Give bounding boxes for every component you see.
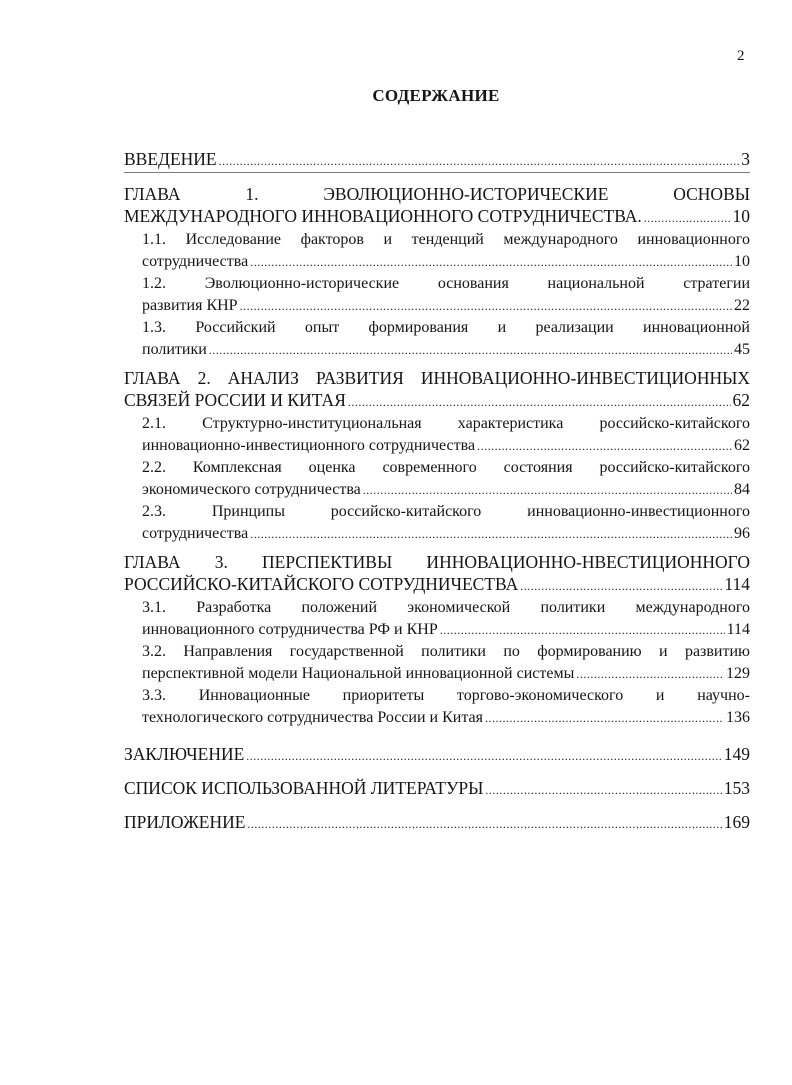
toc-page-number: 169 — [723, 812, 750, 832]
leader-dots — [348, 391, 731, 413]
toc-entry-intro[interactable] — [124, 148, 750, 173]
toc-page-number: 114 — [724, 574, 750, 594]
toc-page-number: 149 — [723, 744, 750, 764]
leader-dots — [363, 479, 732, 501]
toc-entry-section-3-1[interactable] — [142, 597, 750, 641]
toc-entry-label-cont: экономического сотрудничества — [142, 481, 361, 498]
page-number: 2 — [737, 48, 745, 64]
toc-entry-label: 3.1. Разработка положений экономической политики международного — [142, 599, 750, 616]
toc-entry-chapter-1[interactable] — [124, 183, 750, 229]
toc-entry-appendix[interactable] — [124, 811, 750, 835]
toc-entry-label: СПИСОК ИСПОЛЬЗОВАННОЙ ЛИТЕРАТУРЫ — [124, 778, 484, 798]
toc-entry-label: 2.1. Структурно-институциональная характеристика российско-китайского — [142, 415, 750, 432]
toc-entry-section-1-1[interactable] — [142, 229, 750, 273]
toc-page-number: 129 — [726, 665, 750, 682]
toc-entry-label-cont: политики — [142, 341, 207, 358]
toc-entry-label: ПРИЛОЖЕНИЕ — [124, 812, 246, 832]
toc-entry-label: 2.2. Комплексная оценка современного состояния российско-китайского — [142, 459, 750, 476]
toc-entry-label-cont: СВЯЗЕЙ РОССИИ И КИТАЯ — [124, 390, 346, 410]
toc-page-number: 114 — [726, 621, 750, 638]
leader-dots — [477, 435, 732, 457]
toc-entry-label: 3.2. Направления государственной политики по формированию и развитию — [142, 643, 750, 660]
toc-entry-section-2-2[interactable] — [142, 457, 750, 501]
toc-entry-section-1-2[interactable] — [142, 273, 750, 317]
toc-entry-label-cont: развития КНР — [142, 297, 238, 314]
leader-dots — [246, 745, 721, 767]
leader-dots — [219, 150, 740, 172]
toc-page-number: 62 — [734, 437, 750, 454]
toc-page-number: 84 — [734, 481, 750, 498]
toc-entry-label: 3.3. Инновационные приоритеты торгово-экономического и научно- — [142, 687, 750, 704]
toc-page-number: 22 — [734, 297, 750, 314]
toc-entry-chapter-3[interactable] — [124, 551, 750, 597]
toc-entry-label: ЗАКЛЮЧЕНИЕ — [124, 744, 245, 764]
toc-page-number: 136 — [726, 709, 750, 726]
toc-entry-label-cont: МЕЖДУНАРОДНОГО ИННОВАЦИОННОГО СОТРУДНИЧЕСТВА. — [124, 206, 642, 226]
table-of-contents — [124, 148, 750, 835]
toc-page-number: 153 — [723, 778, 750, 798]
leader-dots — [250, 523, 732, 545]
leader-dots — [520, 575, 722, 597]
toc-page-number: 45 — [734, 341, 750, 358]
toc-entry-label: ГЛАВА 1. ЭВОЛЮЦИОННО-ИСТОРИЧЕСКИЕ ОСНОВЫ — [124, 184, 750, 204]
toc-entry-label-cont: инновационно-инвестиционного сотрудничества — [142, 437, 476, 454]
toc-entry-section-3-3[interactable] — [142, 685, 750, 729]
leader-dots — [250, 251, 732, 273]
toc-entry-label-cont: РОССИЙСКО-КИТАЙСКОГО СОТРУДНИЧЕСТВА — [124, 574, 519, 594]
toc-entry-bibliography[interactable] — [124, 777, 750, 801]
toc-entry-section-3-2[interactable] — [142, 641, 750, 685]
toc-page-number: 3 — [741, 149, 750, 169]
toc-entry-label: 1.3. Российский опыт формирования и реализации инновационной — [142, 319, 750, 336]
toc-entry-label-cont: инновационного сотрудничества РФ и КНР — [142, 621, 438, 638]
toc-entry-label: 1.2. Эволюционно-исторические основания национальной стратегии — [142, 275, 750, 292]
toc-entry-label-cont: технологического сотрудничества России и Китая — [142, 709, 483, 726]
toc-entry-label: 1.1. Исследование факторов и тенденций международного инновационного — [142, 231, 750, 248]
toc-page-number: 10 — [734, 253, 750, 270]
leader-dots — [247, 813, 721, 835]
leader-dots — [485, 707, 724, 729]
toc-entry-label: ГЛАВА 2. АНАЛИЗ РАЗВИТИЯ ИННОВАЦИОННО-ИНВЕСТИЦИОННЫХ — [124, 368, 750, 388]
leader-dots — [209, 339, 732, 361]
toc-page-number: 10 — [732, 206, 750, 226]
toc-entry-label-cont: сотрудничества — [142, 253, 249, 270]
toc-entry-label-cont: перспективной модели Национальной инновационной системы — [142, 665, 575, 682]
page-title: СОДЕРЖАНИЕ — [372, 86, 500, 105]
toc-entry-section-2-1[interactable] — [142, 413, 750, 457]
leader-dots — [644, 207, 731, 229]
toc-entry-section-1-3[interactable] — [142, 317, 750, 361]
toc-entry-label-cont: сотрудничества — [142, 525, 249, 542]
toc-entry-chapter-2[interactable] — [124, 367, 750, 413]
toc-page-number: 62 — [732, 390, 750, 410]
toc-entry-label: ГЛАВА 3. ПЕРСПЕКТИВЫ ИННОВАЦИОННО-НВЕСТИЦИОННОГО — [124, 552, 750, 572]
toc-page-number: 96 — [734, 525, 750, 542]
toc-entry-label: ВВЕДЕНИЕ — [124, 149, 217, 169]
toc-entry-label: 2.3. Принципы российско-китайского инновационно-инвестиционного — [142, 503, 750, 520]
leader-dots — [240, 295, 732, 317]
toc-entry-section-2-3[interactable] — [142, 501, 750, 545]
leader-dots — [485, 779, 721, 801]
leader-dots — [440, 619, 725, 641]
leader-dots — [576, 663, 724, 685]
toc-entry-conclusion[interactable] — [124, 743, 750, 767]
